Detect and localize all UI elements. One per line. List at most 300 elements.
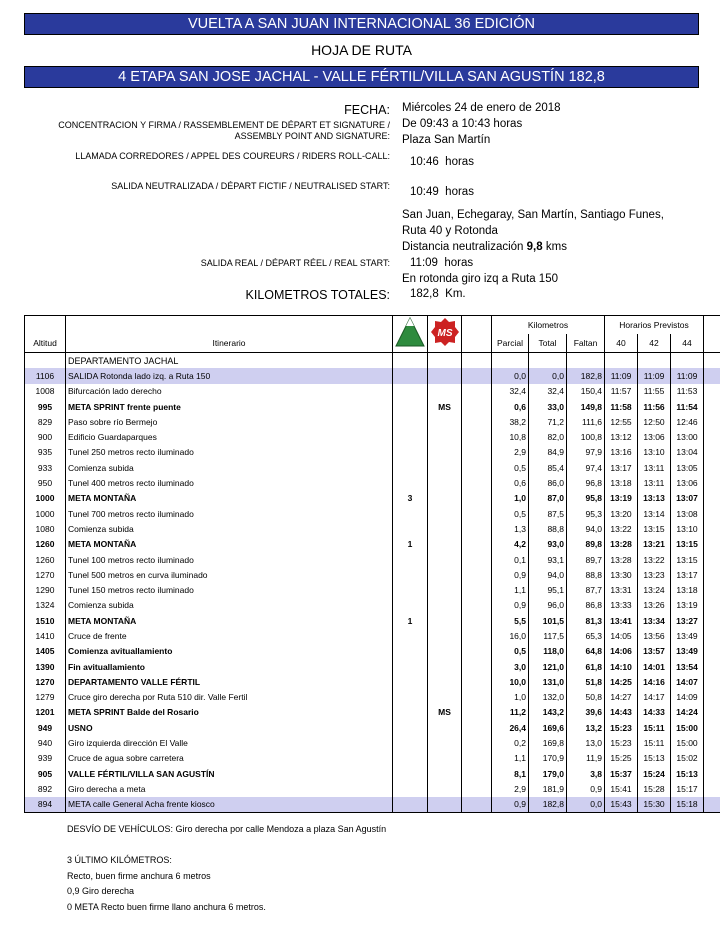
cell-h40: 13:20 bbox=[605, 506, 638, 521]
table-row bbox=[25, 598, 720, 613]
cell-h44: 13:18 bbox=[671, 582, 704, 597]
cell-total bbox=[529, 353, 567, 369]
cell-h40: 15:37 bbox=[605, 766, 638, 781]
neutral-value bbox=[410, 186, 474, 198]
cell-h44: 13:07 bbox=[671, 491, 704, 506]
table-row bbox=[25, 368, 720, 383]
neutral-route-2: Ruta 40 y Rotonda bbox=[402, 225, 498, 237]
cell-sprint bbox=[428, 521, 462, 536]
cell-h44: 13:15 bbox=[671, 537, 704, 552]
km-total-label: KILOMETROS TOTALES: bbox=[245, 288, 390, 302]
cell-parcial: 0,9 bbox=[492, 598, 529, 613]
cell-h40: 15:23 bbox=[605, 735, 638, 750]
table-row bbox=[25, 705, 720, 720]
cell-h44: 13:15 bbox=[671, 552, 704, 567]
cell-h40: 11:58 bbox=[605, 399, 638, 414]
cell-h40: 13:33 bbox=[605, 598, 638, 613]
cell-h40: 13:19 bbox=[605, 491, 638, 506]
km-total-unit: Km. bbox=[445, 288, 466, 300]
cell-h44: 13:19 bbox=[671, 598, 704, 613]
cell-total: 169,8 bbox=[529, 735, 567, 750]
cell-h40: 15:43 bbox=[605, 797, 638, 813]
cell-category bbox=[393, 368, 428, 383]
cell-sprint bbox=[428, 414, 462, 429]
table-row bbox=[25, 582, 720, 597]
table-row bbox=[25, 766, 720, 781]
cell-h42: 13:23 bbox=[638, 567, 671, 582]
cell-empty bbox=[462, 659, 492, 674]
neutral-unit: horas bbox=[445, 186, 474, 198]
cell-parcial: 0,5 bbox=[492, 644, 529, 659]
cell-parcial: 11,2 bbox=[492, 705, 529, 720]
cell-empty bbox=[704, 537, 720, 552]
cell-altitude: 1510 bbox=[25, 613, 66, 628]
cell-total: 84,9 bbox=[529, 445, 567, 460]
cell-sprint bbox=[428, 368, 462, 383]
cell-altitude: 1324 bbox=[25, 598, 66, 613]
cell-h42: 13:22 bbox=[638, 552, 671, 567]
cell-total: 169,6 bbox=[529, 720, 567, 735]
cell-faltan: 0,9 bbox=[567, 781, 605, 796]
cell-parcial: 1,0 bbox=[492, 690, 529, 705]
sprint-icon bbox=[428, 316, 462, 353]
cell-empty bbox=[704, 628, 720, 643]
ultimos-line-2: 0,9 Giro derecha bbox=[67, 886, 135, 896]
table-row bbox=[25, 674, 720, 689]
cell-sprint bbox=[428, 552, 462, 567]
cell-h42: 15:28 bbox=[638, 781, 671, 796]
cell-faltan: 150,4 bbox=[567, 384, 605, 399]
table-header-row-2 bbox=[25, 334, 720, 353]
concentracion-value-2: Plaza San Martín bbox=[402, 134, 491, 146]
neutral-distance-unit: kms bbox=[545, 241, 567, 253]
llamada-unit: horas bbox=[445, 156, 474, 168]
cell-h42: 13:11 bbox=[638, 460, 671, 475]
cell-empty bbox=[704, 414, 720, 429]
cell-faltan: 81,3 bbox=[567, 613, 605, 628]
header-altitud: Altitud bbox=[25, 334, 66, 353]
concentracion-label-1: CONCENTRACION Y FIRMA / RASSEMBLEMENT DE DÉPART ET SIGNATURE / bbox=[58, 120, 390, 130]
cell-empty bbox=[462, 628, 492, 643]
cell-itinerary: VALLE FÉRTIL/VILLA SAN AGUSTÍN bbox=[66, 766, 393, 781]
header-44: 44 bbox=[671, 334, 704, 353]
table-row bbox=[25, 659, 720, 674]
route-table-body bbox=[25, 353, 720, 813]
cell-h40: 13:22 bbox=[605, 521, 638, 536]
cell-faltan: 88,8 bbox=[567, 567, 605, 582]
cell-parcial: 0,6 bbox=[492, 475, 529, 490]
route-table bbox=[24, 315, 720, 813]
cell-empty bbox=[704, 429, 720, 444]
cell-faltan: 39,6 bbox=[567, 705, 605, 720]
cell-h42: 12:50 bbox=[638, 414, 671, 429]
cell-total: 94,0 bbox=[529, 567, 567, 582]
cell-h44: 15:18 bbox=[671, 797, 704, 813]
cell-empty bbox=[462, 567, 492, 582]
cell-empty bbox=[704, 598, 720, 613]
cell-h42: 13:21 bbox=[638, 537, 671, 552]
cell-category: 1 bbox=[393, 537, 428, 552]
cell-empty bbox=[704, 567, 720, 582]
header-empty bbox=[704, 316, 720, 335]
event-title: VUELTA A SAN JUAN INTERNACIONAL 36 EDICIÓN bbox=[187, 16, 536, 32]
cell-itinerary: META calle General Acha frente kiosco bbox=[66, 797, 393, 813]
cell-h40: 12:55 bbox=[605, 414, 638, 429]
header-faltan: Faltan bbox=[567, 334, 605, 353]
cell-faltan: 94,0 bbox=[567, 521, 605, 536]
cell-h44: 11:09 bbox=[671, 368, 704, 383]
cell-sprint bbox=[428, 659, 462, 674]
cell-empty bbox=[462, 506, 492, 521]
cell-sprint bbox=[428, 644, 462, 659]
cell-sprint bbox=[428, 475, 462, 490]
cell-total: 143,2 bbox=[529, 705, 567, 720]
cell-altitude: 829 bbox=[25, 414, 66, 429]
llamada-time: 10:46 bbox=[410, 156, 439, 168]
cell-h44: 13:49 bbox=[671, 644, 704, 659]
table-row bbox=[25, 399, 720, 414]
event-title-banner bbox=[24, 13, 699, 35]
cell-faltan bbox=[567, 353, 605, 369]
table-row bbox=[25, 521, 720, 536]
cell-empty bbox=[704, 399, 720, 414]
cell-sprint bbox=[428, 781, 462, 796]
cell-h42: 13:56 bbox=[638, 628, 671, 643]
desvio-line bbox=[67, 824, 386, 834]
cell-category: 1 bbox=[393, 613, 428, 628]
cell-sprint bbox=[428, 537, 462, 552]
table-row bbox=[25, 751, 720, 766]
cell-h42: 15:24 bbox=[638, 766, 671, 781]
cell-altitude: 894 bbox=[25, 797, 66, 813]
cell-empty bbox=[462, 537, 492, 552]
cell-faltan: 50,8 bbox=[567, 690, 605, 705]
ultimos-line-1: Recto, buen firme anchura 6 metros bbox=[67, 871, 211, 881]
cell-sprint bbox=[428, 674, 462, 689]
cell-empty bbox=[462, 399, 492, 414]
cell-h44: 15:13 bbox=[671, 766, 704, 781]
cell-empty bbox=[462, 384, 492, 399]
cell-total: 82,0 bbox=[529, 429, 567, 444]
table-row bbox=[25, 781, 720, 796]
cell-category bbox=[393, 460, 428, 475]
cell-total: 87,5 bbox=[529, 506, 567, 521]
cell-total: 33,0 bbox=[529, 399, 567, 414]
cell-total: 101,5 bbox=[529, 613, 567, 628]
cell-total: 118,0 bbox=[529, 644, 567, 659]
cell-h44: 13:27 bbox=[671, 613, 704, 628]
cell-total: 132,0 bbox=[529, 690, 567, 705]
cell-parcial: 0,0 bbox=[492, 368, 529, 383]
cell-total: 96,0 bbox=[529, 598, 567, 613]
cell-faltan: 97,4 bbox=[567, 460, 605, 475]
cell-h42: 14:33 bbox=[638, 705, 671, 720]
desvio-text: Giro derecha por calle Mendoza a plaza San Agustín bbox=[175, 824, 387, 834]
neutral-distance bbox=[402, 241, 567, 253]
cell-empty bbox=[704, 659, 720, 674]
cell-total: 181,9 bbox=[529, 781, 567, 796]
section-label: DEPARTAMENTO JACHAL bbox=[66, 353, 393, 369]
cell-sprint: MS bbox=[428, 399, 462, 414]
header-parcial: Parcial bbox=[492, 334, 529, 353]
cell-h42: 15:11 bbox=[638, 720, 671, 735]
cell-altitude: 995 bbox=[25, 399, 66, 414]
cell-category bbox=[393, 797, 428, 813]
cell-faltan: 111,6 bbox=[567, 414, 605, 429]
cell-itinerary: META MONTAÑA bbox=[66, 537, 393, 552]
cell-h44: 13:06 bbox=[671, 475, 704, 490]
cell-empty bbox=[462, 445, 492, 460]
header-itinerario: Itinerario bbox=[66, 334, 393, 353]
cell-altitude bbox=[25, 353, 66, 369]
cell-altitude: 1270 bbox=[25, 567, 66, 582]
cell-altitude: 1201 bbox=[25, 705, 66, 720]
cell-parcial bbox=[492, 353, 529, 369]
cell-sprint bbox=[428, 751, 462, 766]
cell-total: 131,0 bbox=[529, 674, 567, 689]
cell-sprint bbox=[428, 445, 462, 460]
header-kilometros: Kilometros bbox=[492, 316, 605, 335]
sprint-icon-text: MS bbox=[437, 328, 452, 339]
cell-empty bbox=[462, 720, 492, 735]
header-empty bbox=[66, 316, 393, 335]
cell-category bbox=[393, 353, 428, 369]
cell-sprint bbox=[428, 582, 462, 597]
cell-sprint bbox=[428, 567, 462, 582]
cell-altitude: 900 bbox=[25, 429, 66, 444]
mountain-icon bbox=[393, 316, 428, 353]
cell-empty bbox=[704, 674, 720, 689]
cell-faltan: 87,7 bbox=[567, 582, 605, 597]
cell-category bbox=[393, 751, 428, 766]
header-empty bbox=[462, 334, 492, 353]
cell-h42: 15:13 bbox=[638, 751, 671, 766]
header-40: 40 bbox=[605, 334, 638, 353]
cell-empty bbox=[462, 491, 492, 506]
table-row bbox=[25, 445, 720, 460]
cell-parcial: 1,1 bbox=[492, 751, 529, 766]
cell-faltan: 95,3 bbox=[567, 506, 605, 521]
cell-empty bbox=[704, 751, 720, 766]
cell-itinerary: Paso sobre río Bermejo bbox=[66, 414, 393, 429]
cell-empty bbox=[462, 690, 492, 705]
table-row bbox=[25, 797, 720, 813]
cell-category bbox=[393, 690, 428, 705]
cell-h40: 15:25 bbox=[605, 751, 638, 766]
neutral-route-1: San Juan, Echegaray, San Martín, Santiago Funes, bbox=[402, 209, 664, 221]
cell-empty bbox=[462, 644, 492, 659]
cell-faltan: 89,8 bbox=[567, 537, 605, 552]
cell-parcial: 10,0 bbox=[492, 674, 529, 689]
cell-altitude: 1000 bbox=[25, 506, 66, 521]
cell-h42: 13:11 bbox=[638, 475, 671, 490]
cell-category bbox=[393, 399, 428, 414]
cell-h40: 13:30 bbox=[605, 567, 638, 582]
cell-sprint bbox=[428, 735, 462, 750]
cell-h40: 13:18 bbox=[605, 475, 638, 490]
cell-itinerary: META MONTAÑA bbox=[66, 613, 393, 628]
real-start-note: En rotonda giro izq a Ruta 150 bbox=[402, 273, 558, 285]
cell-altitude: 1279 bbox=[25, 690, 66, 705]
cell-itinerary: Cruce de agua sobre carretera bbox=[66, 751, 393, 766]
cell-sprint bbox=[428, 460, 462, 475]
cell-faltan: 64,8 bbox=[567, 644, 605, 659]
cell-empty bbox=[704, 475, 720, 490]
cell-faltan: 86,8 bbox=[567, 598, 605, 613]
cell-h40: 15:41 bbox=[605, 781, 638, 796]
cell-empty bbox=[462, 429, 492, 444]
cell-h44: 11:53 bbox=[671, 384, 704, 399]
cell-parcial: 0,5 bbox=[492, 506, 529, 521]
cell-h40: 11:09 bbox=[605, 368, 638, 383]
header-total: Total bbox=[529, 334, 567, 353]
cell-faltan: 182,8 bbox=[567, 368, 605, 383]
cell-h42 bbox=[638, 353, 671, 369]
cell-h44: 12:46 bbox=[671, 414, 704, 429]
cell-empty bbox=[704, 384, 720, 399]
cell-category bbox=[393, 414, 428, 429]
km-total-number: 182,8 bbox=[410, 288, 439, 300]
concentracion-value-1: De 09:43 a 10:43 horas bbox=[402, 118, 523, 130]
table-header-row-1 bbox=[25, 316, 720, 335]
cell-total: 71,2 bbox=[529, 414, 567, 429]
neutral-label: SALIDA NEUTRALIZADA / DÉPART FICTIF / NEUTRALISED START: bbox=[111, 181, 390, 191]
cell-h40: 13:28 bbox=[605, 537, 638, 552]
cell-altitude: 905 bbox=[25, 766, 66, 781]
cell-h44: 13:08 bbox=[671, 506, 704, 521]
real-start-unit: horas bbox=[444, 257, 474, 269]
cell-itinerary: DEPARTAMENTO VALLE FÉRTIL bbox=[66, 674, 393, 689]
cell-altitude: 1270 bbox=[25, 674, 66, 689]
cell-altitude: 1260 bbox=[25, 537, 66, 552]
cell-total: 170,9 bbox=[529, 751, 567, 766]
cell-empty bbox=[704, 353, 720, 369]
cell-itinerary: Cruce de frente bbox=[66, 628, 393, 643]
cell-h40: 13:16 bbox=[605, 445, 638, 460]
cell-faltan: 149,8 bbox=[567, 399, 605, 414]
cell-category bbox=[393, 598, 428, 613]
table-row bbox=[25, 735, 720, 750]
cell-itinerary: Comienza subida bbox=[66, 521, 393, 536]
cell-total: 88,8 bbox=[529, 521, 567, 536]
cell-category bbox=[393, 720, 428, 735]
cell-faltan: 65,3 bbox=[567, 628, 605, 643]
table-row bbox=[25, 628, 720, 643]
ultimos-title: 3 ÚLTIMO KILÓMETROS: bbox=[67, 855, 172, 865]
table-row bbox=[25, 690, 720, 705]
cell-empty bbox=[704, 582, 720, 597]
cell-faltan: 13,0 bbox=[567, 735, 605, 750]
cell-sprint: MS bbox=[428, 705, 462, 720]
cell-sprint bbox=[428, 613, 462, 628]
fecha-label: FECHA: bbox=[344, 103, 390, 117]
cell-category bbox=[393, 705, 428, 720]
cell-category bbox=[393, 521, 428, 536]
cell-h42: 13:06 bbox=[638, 429, 671, 444]
cell-h42: 13:24 bbox=[638, 582, 671, 597]
cell-h42: 13:26 bbox=[638, 598, 671, 613]
llamada-value bbox=[410, 156, 474, 168]
table-row bbox=[25, 429, 720, 444]
cell-empty bbox=[462, 751, 492, 766]
cell-h44: 14:09 bbox=[671, 690, 704, 705]
cell-faltan: 89,7 bbox=[567, 552, 605, 567]
cell-empty bbox=[704, 705, 720, 720]
cell-empty bbox=[462, 353, 492, 369]
cell-altitude: 1008 bbox=[25, 384, 66, 399]
cell-parcial: 2,9 bbox=[492, 445, 529, 460]
cell-empty bbox=[704, 521, 720, 536]
cell-parcial: 0,9 bbox=[492, 567, 529, 582]
cell-total: 86,0 bbox=[529, 475, 567, 490]
cell-h42: 11:56 bbox=[638, 399, 671, 414]
table-row bbox=[25, 644, 720, 659]
cell-h42: 14:17 bbox=[638, 690, 671, 705]
cell-h42: 13:10 bbox=[638, 445, 671, 460]
cell-altitude: 892 bbox=[25, 781, 66, 796]
cell-h44: 13:00 bbox=[671, 429, 704, 444]
cell-h40: 13:28 bbox=[605, 552, 638, 567]
cell-empty bbox=[462, 735, 492, 750]
cell-total: 117,5 bbox=[529, 628, 567, 643]
cell-empty bbox=[462, 781, 492, 796]
cell-altitude: 1080 bbox=[25, 521, 66, 536]
cell-faltan: 100,8 bbox=[567, 429, 605, 444]
header-empty bbox=[462, 316, 492, 335]
cell-h44: 13:05 bbox=[671, 460, 704, 475]
cell-faltan: 3,8 bbox=[567, 766, 605, 781]
table-row bbox=[25, 491, 720, 506]
cell-empty bbox=[704, 735, 720, 750]
cell-h40: 13:17 bbox=[605, 460, 638, 475]
neutral-time: 10:49 bbox=[410, 186, 439, 198]
cell-altitude: 1410 bbox=[25, 628, 66, 643]
cell-empty bbox=[704, 368, 720, 383]
cell-h44: 15:02 bbox=[671, 751, 704, 766]
cell-h44: 15:17 bbox=[671, 781, 704, 796]
cell-h44 bbox=[671, 353, 704, 369]
cell-empty bbox=[462, 766, 492, 781]
cell-faltan: 0,0 bbox=[567, 797, 605, 813]
cell-h44: 13:17 bbox=[671, 567, 704, 582]
neutral-distance-value: 9,8 bbox=[526, 241, 543, 253]
cell-category bbox=[393, 735, 428, 750]
cell-category bbox=[393, 781, 428, 796]
cell-category bbox=[393, 429, 428, 444]
cell-itinerary: Tunel 250 metros recto iluminado bbox=[66, 445, 393, 460]
cell-altitude: 1106 bbox=[25, 368, 66, 383]
cell-h44: 13:49 bbox=[671, 628, 704, 643]
cell-h40: 13:31 bbox=[605, 582, 638, 597]
cell-category bbox=[393, 766, 428, 781]
desvio-label: DESVÍO DE VEHÍCULOS: bbox=[67, 824, 174, 834]
cell-itinerary: Tunel 400 metros recto iluminado bbox=[66, 475, 393, 490]
cell-altitude: 949 bbox=[25, 720, 66, 735]
cell-sprint bbox=[428, 384, 462, 399]
cell-h44: 15:00 bbox=[671, 720, 704, 735]
cell-faltan: 96,8 bbox=[567, 475, 605, 490]
cell-faltan: 61,8 bbox=[567, 659, 605, 674]
cell-h40: 15:23 bbox=[605, 720, 638, 735]
cell-category bbox=[393, 506, 428, 521]
cell-h42: 11:55 bbox=[638, 384, 671, 399]
cell-itinerary: Edificio Guardaparques bbox=[66, 429, 393, 444]
cell-sprint bbox=[428, 690, 462, 705]
cell-sprint bbox=[428, 429, 462, 444]
cell-itinerary: META SPRINT frente puente bbox=[66, 399, 393, 414]
cell-h42: 15:30 bbox=[638, 797, 671, 813]
cell-itinerary: Tunel 700 metros recto iluminado bbox=[66, 506, 393, 521]
